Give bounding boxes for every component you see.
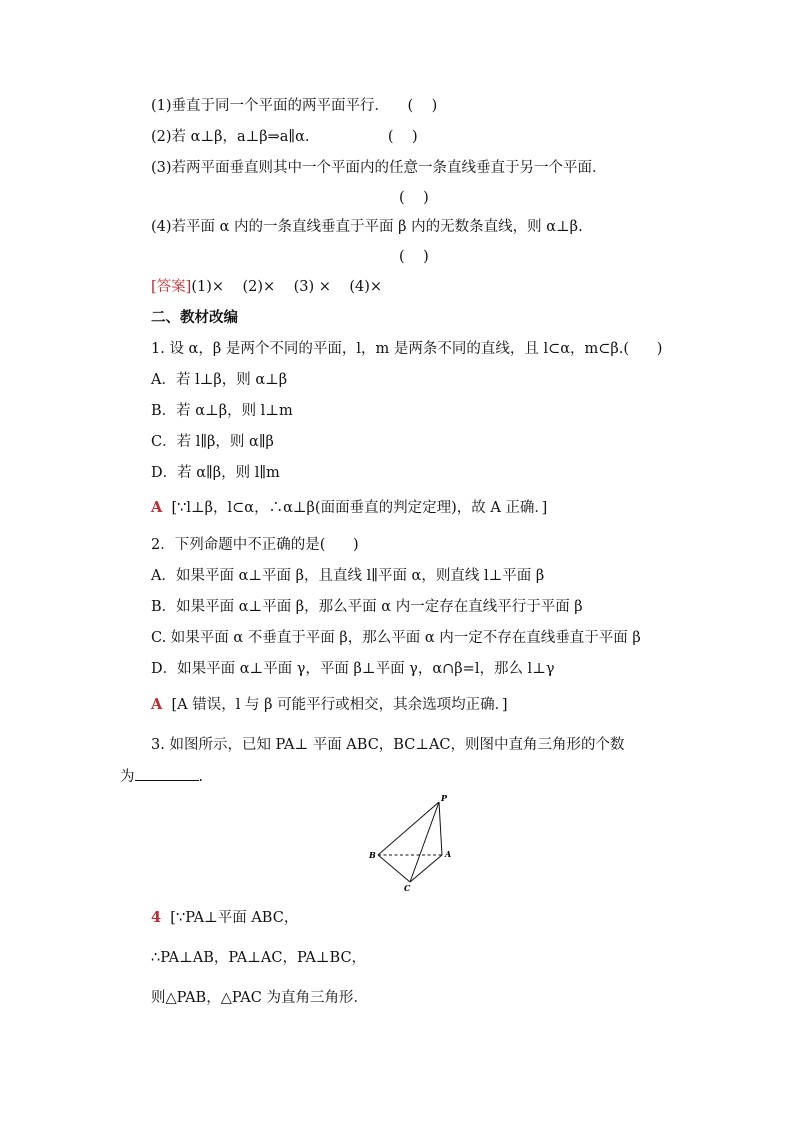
problem3-solution-line2: ∴PA⊥AB，PA⊥AC，PA⊥BC，: [151, 950, 367, 966]
edge-pa: [439, 802, 442, 855]
problem3-stem-prefix: 为: [120, 769, 135, 785]
problem2-solution: [151, 696, 507, 714]
answer-line: [151, 278, 382, 296]
problem2-option-d: D．如果平面 α⊥平面 γ，平面 β⊥平面 γ，α∩β=l，那么 l⊥γ: [151, 661, 555, 677]
problem1-solution: [151, 499, 547, 517]
problem3-solution-line1: [151, 909, 298, 927]
judgement-q1: (1)垂直于同一个平面的两平面平行． ( ): [151, 98, 438, 114]
problem1-option-d: D．若 α∥β，则 l∥m: [151, 465, 280, 481]
problem1-answer: A: [151, 499, 163, 516]
problem2-solution-text: [A 错误，l 与 β 可能平行或相交，其余选项均正确．]: [162, 697, 508, 713]
judgement-q2: (2)若 α⊥β，a⊥β⇒a∥α. ( ): [151, 129, 418, 145]
problem3-answer: 4: [151, 909, 162, 926]
problem2-option-b: B．如果平面 α⊥平面 β，那么平面 α 内一定存在直线平行于平面 β: [151, 599, 583, 615]
problem3-stem-suffix: .: [198, 769, 204, 785]
tetrahedron-figure: [362, 792, 462, 896]
judgement-q4-paren: ( ): [399, 249, 429, 265]
answer-text: (1)× (2)× (3) × (4)×: [191, 279, 383, 295]
label-p: P: [441, 793, 448, 803]
problem1-solution-text: [∵l⊥β，l⊂α，∴α⊥β(面面垂直的判定定理)，故 A 正确．]: [162, 500, 548, 516]
problem3-stem-line1: 3. 如图所示，已知 PA⊥ 平面 ABC，BC⊥AC，则图中直角三角形的个数: [151, 737, 625, 753]
judgement-q3: (3)若两平面垂直则其中一个平面内的任意一条直线垂直于另一个平面．: [151, 160, 607, 176]
label-c: C: [404, 883, 411, 893]
section-title: 二、教材改编: [151, 309, 238, 326]
problem1-option-b: B．若 α⊥β，则 l⊥m: [151, 403, 293, 419]
problem1-stem: 1. 设 α，β 是两个不同的平面，l，m 是两条不同的直线，且 l⊂α，m⊂β.( ): [151, 341, 663, 357]
problem1-option-c: C．若 l∥β，则 α∥β: [151, 434, 274, 450]
label-b: B: [369, 850, 376, 860]
answer-label: [答案]: [151, 279, 192, 295]
problem2-option-a: A．如果平面 α⊥平面 β，且直线 l∥平面 α，则直线 l⊥平面 β: [151, 568, 545, 584]
problem3-sol-text1: [∵PA⊥平面 ABC，: [161, 910, 299, 926]
problem2-option-c: C. 如果平面 α 不垂直于平面 β，那么平面 α 内一定不存在直线垂直于平面 β: [151, 630, 641, 646]
problem2-stem: 2．下列命题中不正确的是( ): [151, 537, 359, 553]
problem2-answer: A: [151, 696, 163, 713]
judgement-q3-paren: ( ): [399, 190, 429, 206]
judgement-q4: (4)若平面 α 内的一条直线垂直于平面 β 内的无数条直线，则 α⊥β.: [151, 219, 583, 235]
problem3-solution-line3: 则△PAB，△PAC 为直角三角形．: [151, 990, 368, 1006]
label-a: A: [445, 849, 452, 859]
edge-bc: [378, 855, 410, 882]
problem3-stem-line2: [120, 766, 203, 786]
problem1-option-a: A．若 l⊥β，则 α⊥β: [151, 372, 288, 388]
answer-blank: [135, 766, 199, 781]
